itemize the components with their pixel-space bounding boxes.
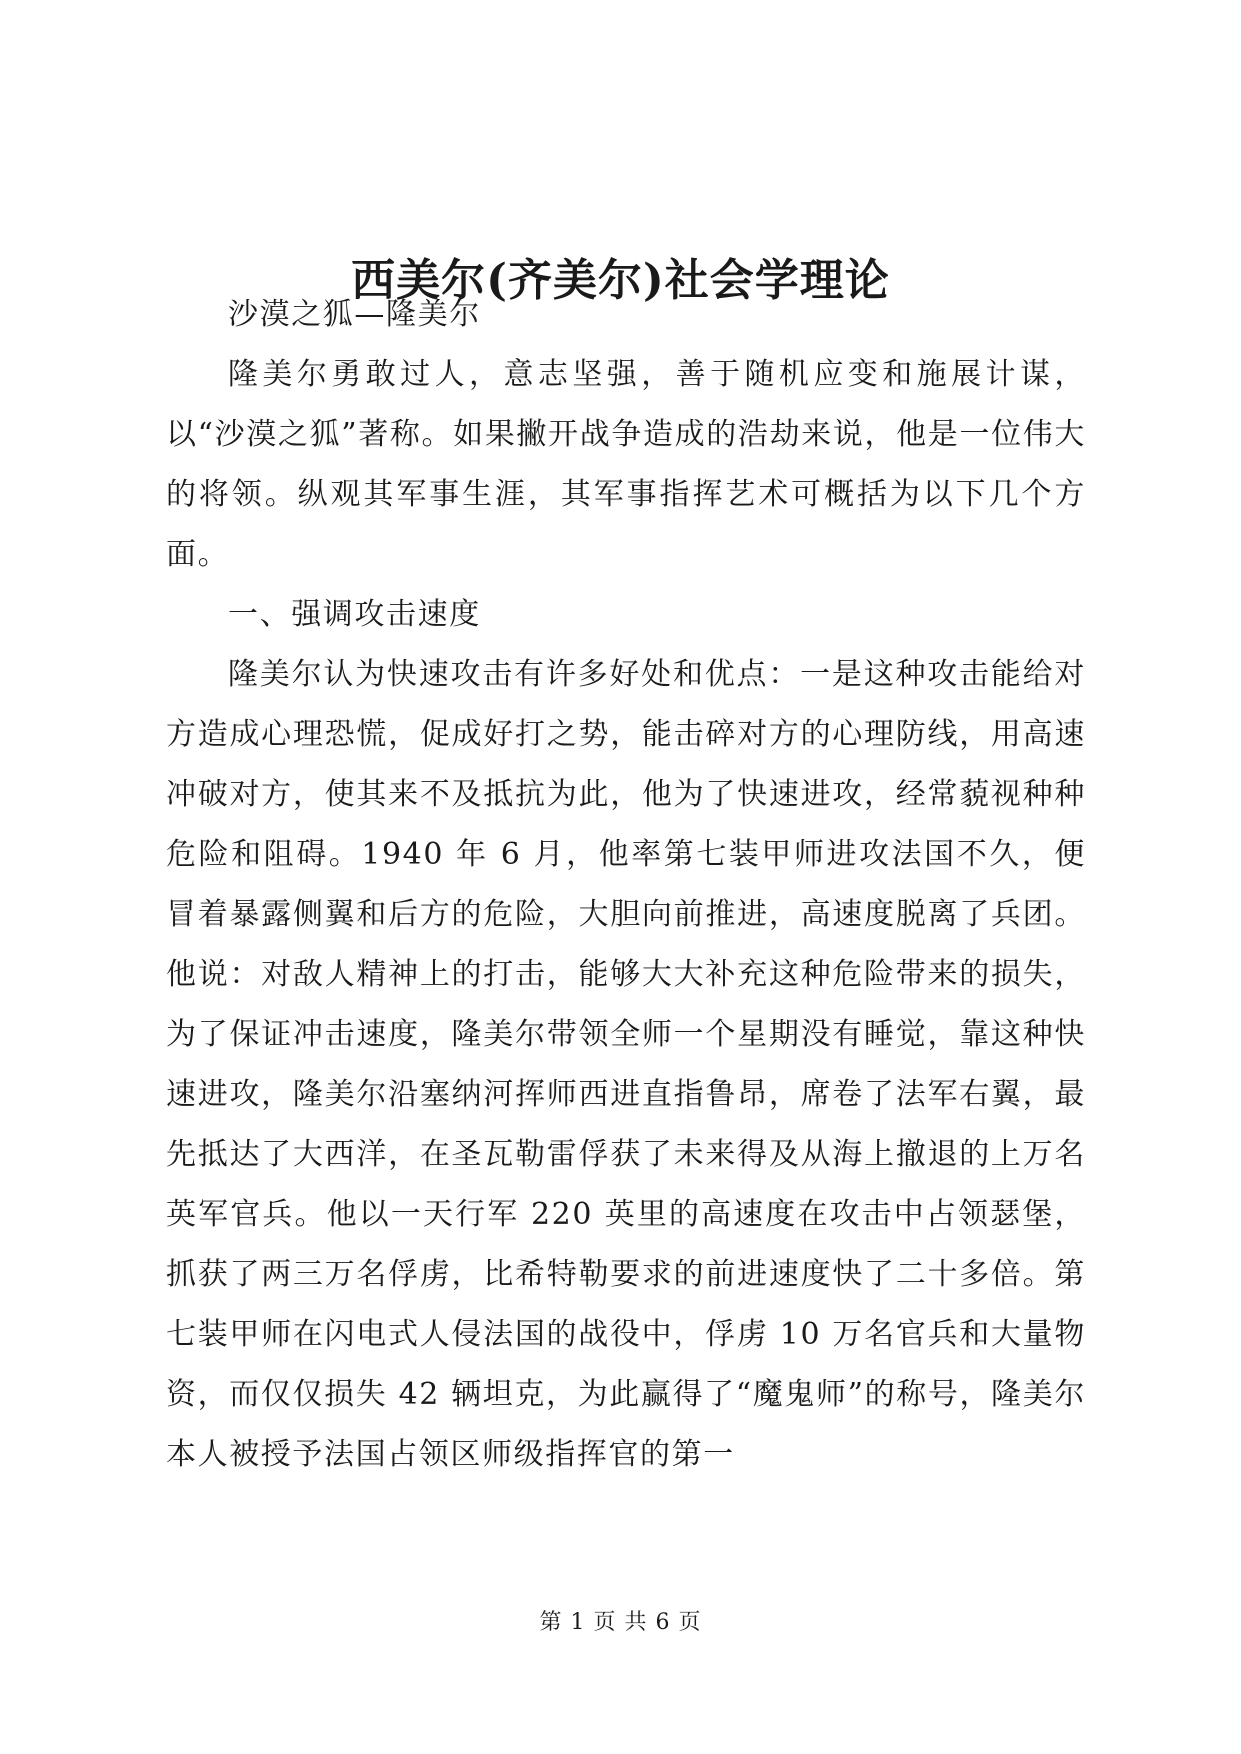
paragraph-section-body: 隆美尔认为快速攻击有许多好处和优点：一是这种攻击能给对方造成心理恐慌，促成好打之势，能击碎对方的心理防线，用高速冲破对方，使其来不及抵抗为此，他为了快速进攻，经常藐视种种危险和阻碍。1940 年 6 月，他率第七装甲师进攻法国不久，便冒着暴露侧翼和后方的危险，大胆向前推进，高速度脱离了兵团。他说：对敌人精神上的打击，能够大大补充这种危险带来的损失，为了保证冲击速度，隆美尔带领全师一个星期没有睡觉，靠这种快速进攻，隆美尔沿塞纳河挥师西进直指鲁昂，席卷了法军右翼，最先抵达了大西洋，在圣瓦勒雷俘获了未来得及从海上撤退的上万名英军官兵。他以一天行军 220 英里的高速度在攻击中占领瑟堡，抓获了两三万名俘虏，比希特勒要求的前进速度快了二十多倍。第七装甲师在闪电式人侵法国的战役中，俘虏 10 万名官兵和大量物资，而仅仅损失 42 辆坦克，为此赢得了“魔鬼师”的称号，隆美尔本人被授予法国占领区师级指挥官的第一 xyxy=(166,657,1086,1472)
paragraph-subtitle: 沙漠之狐—隆美尔 xyxy=(228,297,481,332)
document-title: 西美尔(齐美尔)社会学理论 xyxy=(351,255,890,307)
paragraph-intro: 隆美尔勇敢过人，意志坚强，善于随机应变和施展计谋，以“沙漠之狐”著称。如果撇开战争造成的浩劫来说，他是一位伟大的将领。纵观其军事生涯，其军事指挥艺术可概括为以下几个方面。 xyxy=(166,357,1086,572)
document-body xyxy=(166,285,1086,1485)
page-footer: 第 1 页 共 6 页 xyxy=(539,1610,702,1635)
section-heading: 一、强调攻击速度 xyxy=(228,597,481,632)
